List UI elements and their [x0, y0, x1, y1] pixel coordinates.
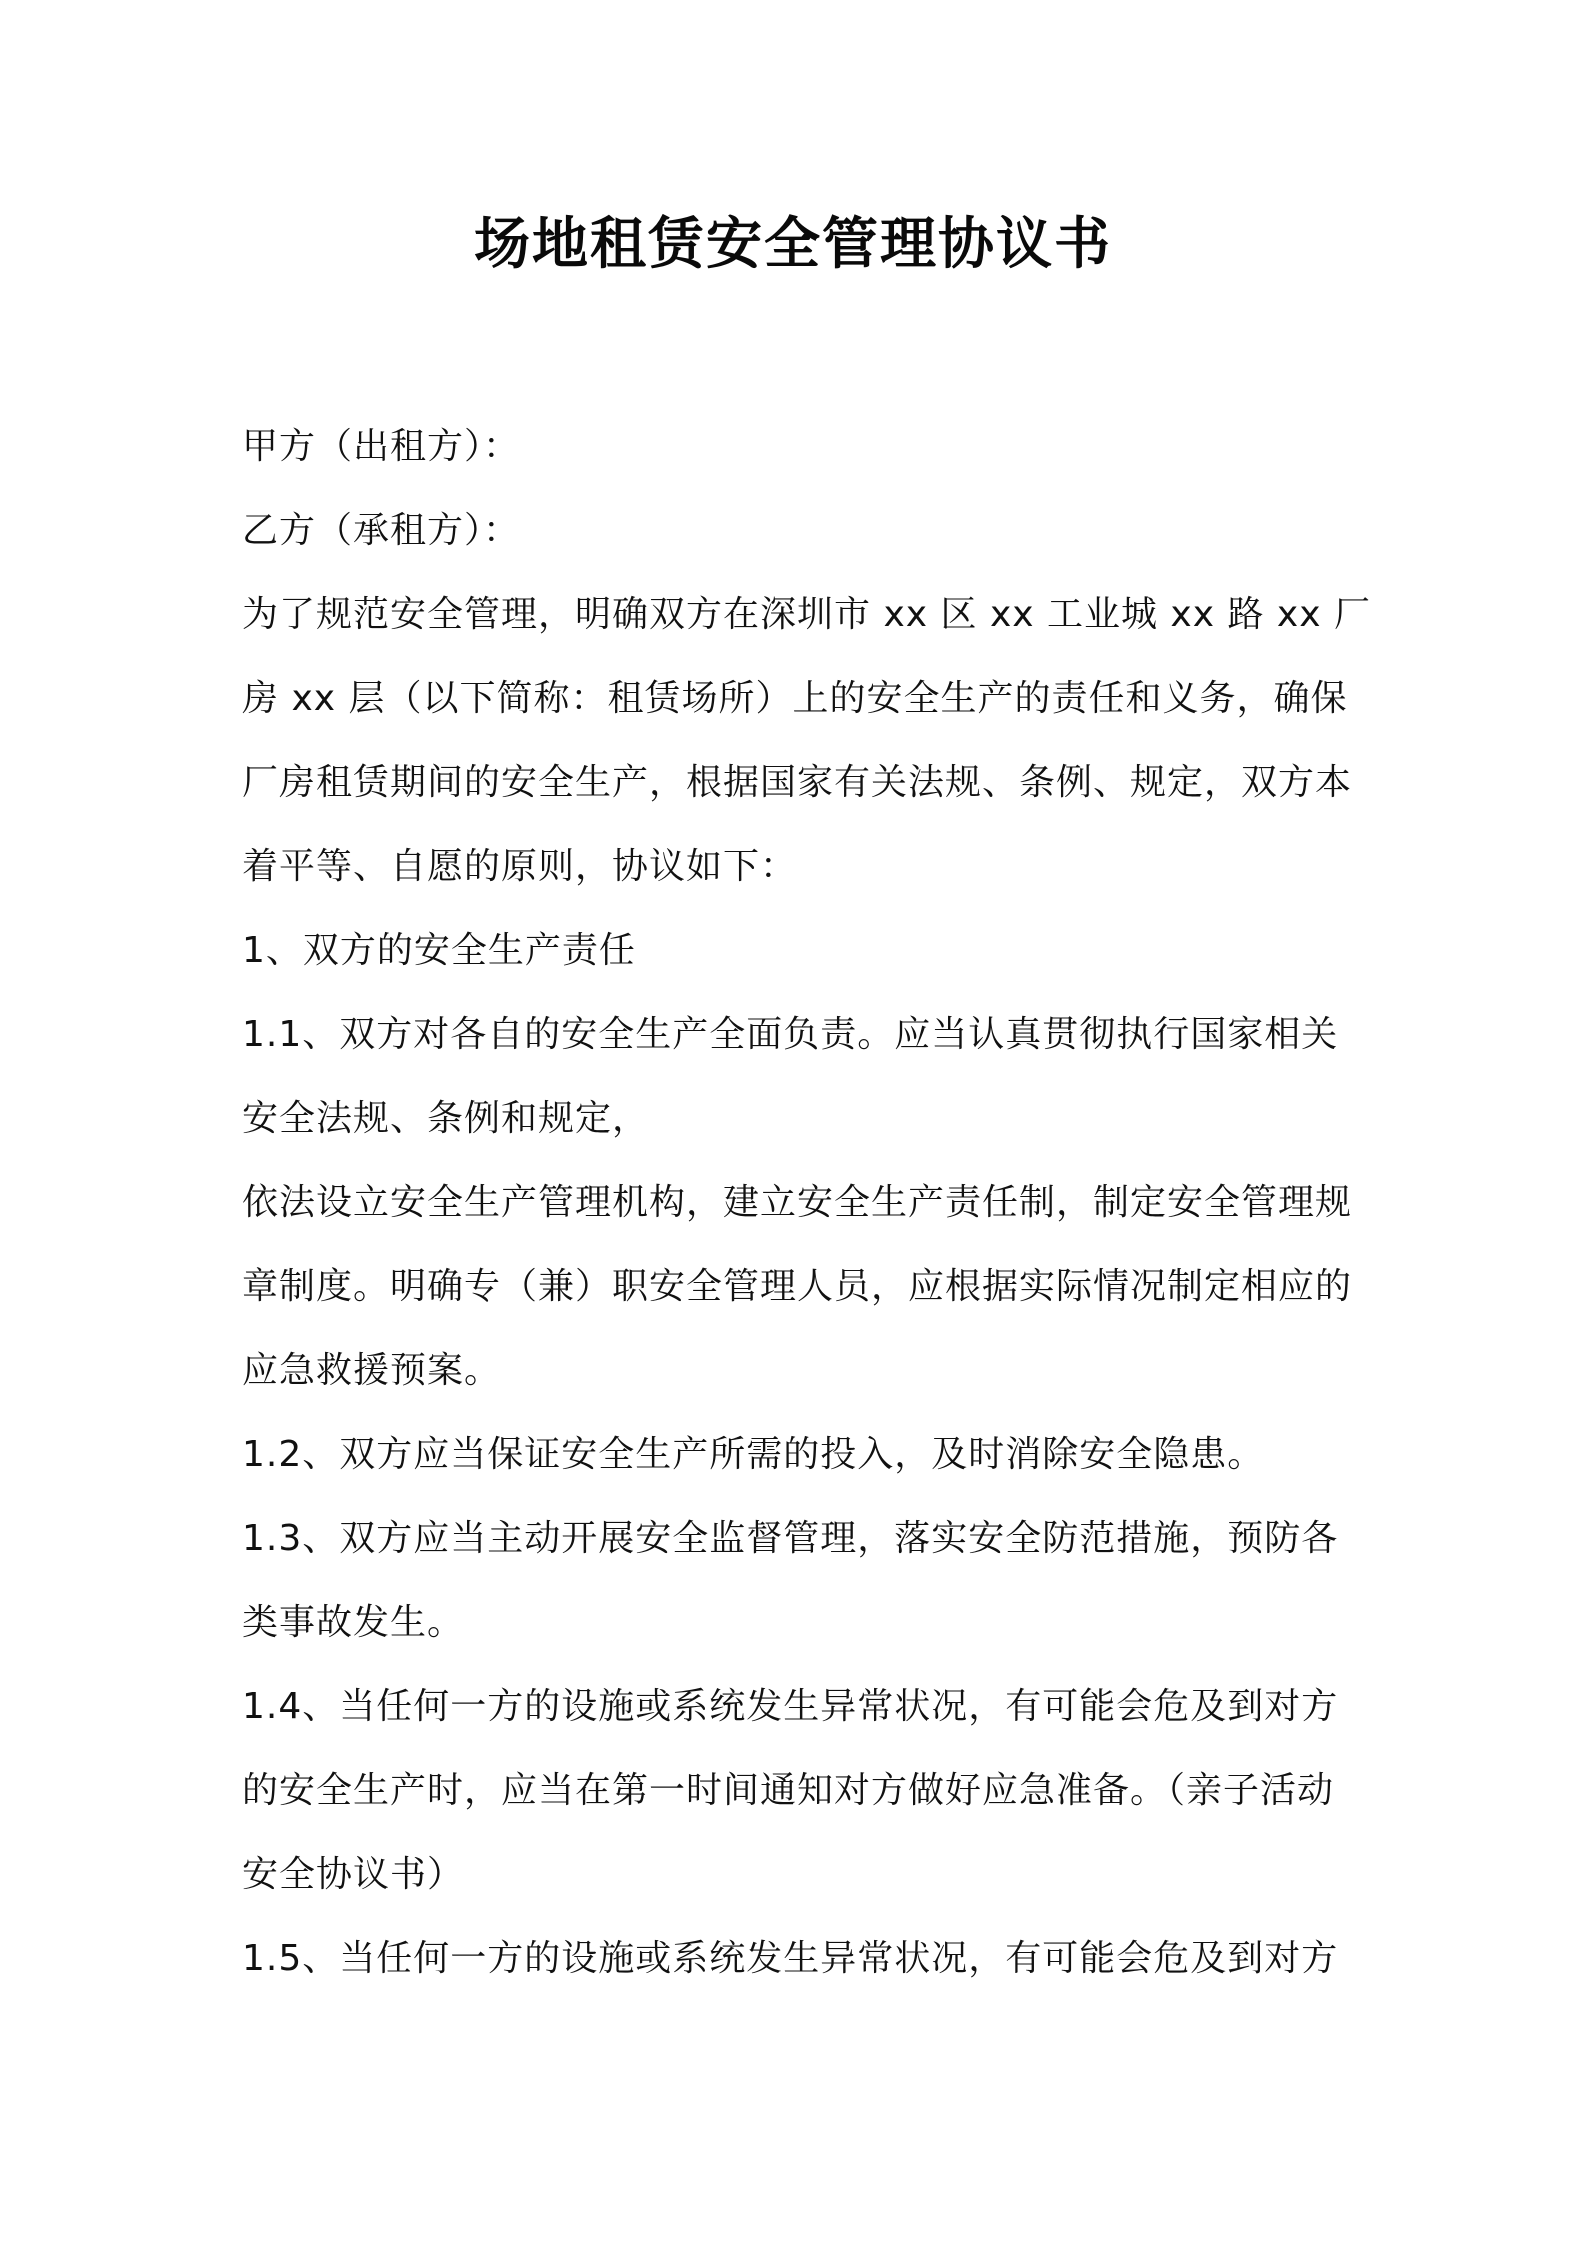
- clause-1-1-line-4: 章制度。明确专（兼）职安全管理人员，应根据实际情况制定相应的: [242, 1266, 1353, 1307]
- clause-1-1-line-5: 应急救援预案。: [242, 1350, 502, 1391]
- intro-line-3: 厂房租赁期间的安全生产，根据国家有关法规、条例、规定，双方本: [242, 762, 1353, 803]
- clause-1-1-line-2: 安全法规、条例和规定，: [242, 1098, 650, 1139]
- clause-1-4-line-1: 1.4、当任何一方的设施或系统发生异常状况，有可能会危及到对方: [242, 1686, 1339, 1727]
- document-body: [242, 405, 1371, 2001]
- clause-1-4-line-3: 安全协议书）: [242, 1854, 465, 1895]
- intro-line-2: 房 xx 层（以下简称：租赁场所）上的安全生产的责任和义务，确保: [242, 678, 1348, 719]
- document-title: 场地租赁安全管理协议书: [474, 212, 1112, 277]
- clause-1-5-line-1: 1.5、当任何一方的设施或系统发生异常状况，有可能会危及到对方: [242, 1938, 1339, 1979]
- intro-line-1: 为了规范安全管理，明确双方在深圳市 xx 区 xx 工业城 xx 路 xx 厂: [242, 594, 1371, 635]
- clause-1-1-line-3: 依法设立安全生产管理机构，建立安全生产责任制，制定安全管理规: [242, 1182, 1353, 1223]
- party-a-line: 甲方（出租方）：: [242, 426, 521, 467]
- clause-1-1-line-1: 1.1、双方对各自的安全生产全面负责。应当认真贯彻执行国家相关: [242, 1014, 1339, 1055]
- clause-1-4-line-2: 的安全生产时，应当在第一时间通知对方做好应急准备。（亲子活动: [242, 1770, 1335, 1811]
- intro-line-4: 着平等、自愿的原则，协议如下：: [242, 846, 798, 887]
- clause-1-2-line-1: 1.2、双方应当保证安全生产所需的投入，及时消除安全隐患。: [242, 1434, 1265, 1475]
- party-b-line: 乙方（承租方）：: [242, 510, 521, 551]
- clause-1-3-line-1: 1.3、双方应当主动开展安全监督管理，落实安全防范措施，预防各: [242, 1518, 1339, 1559]
- clause-1-3-line-2: 类事故发生。: [242, 1602, 465, 1643]
- section-1-heading: 1、双方的安全生产责任: [242, 930, 636, 971]
